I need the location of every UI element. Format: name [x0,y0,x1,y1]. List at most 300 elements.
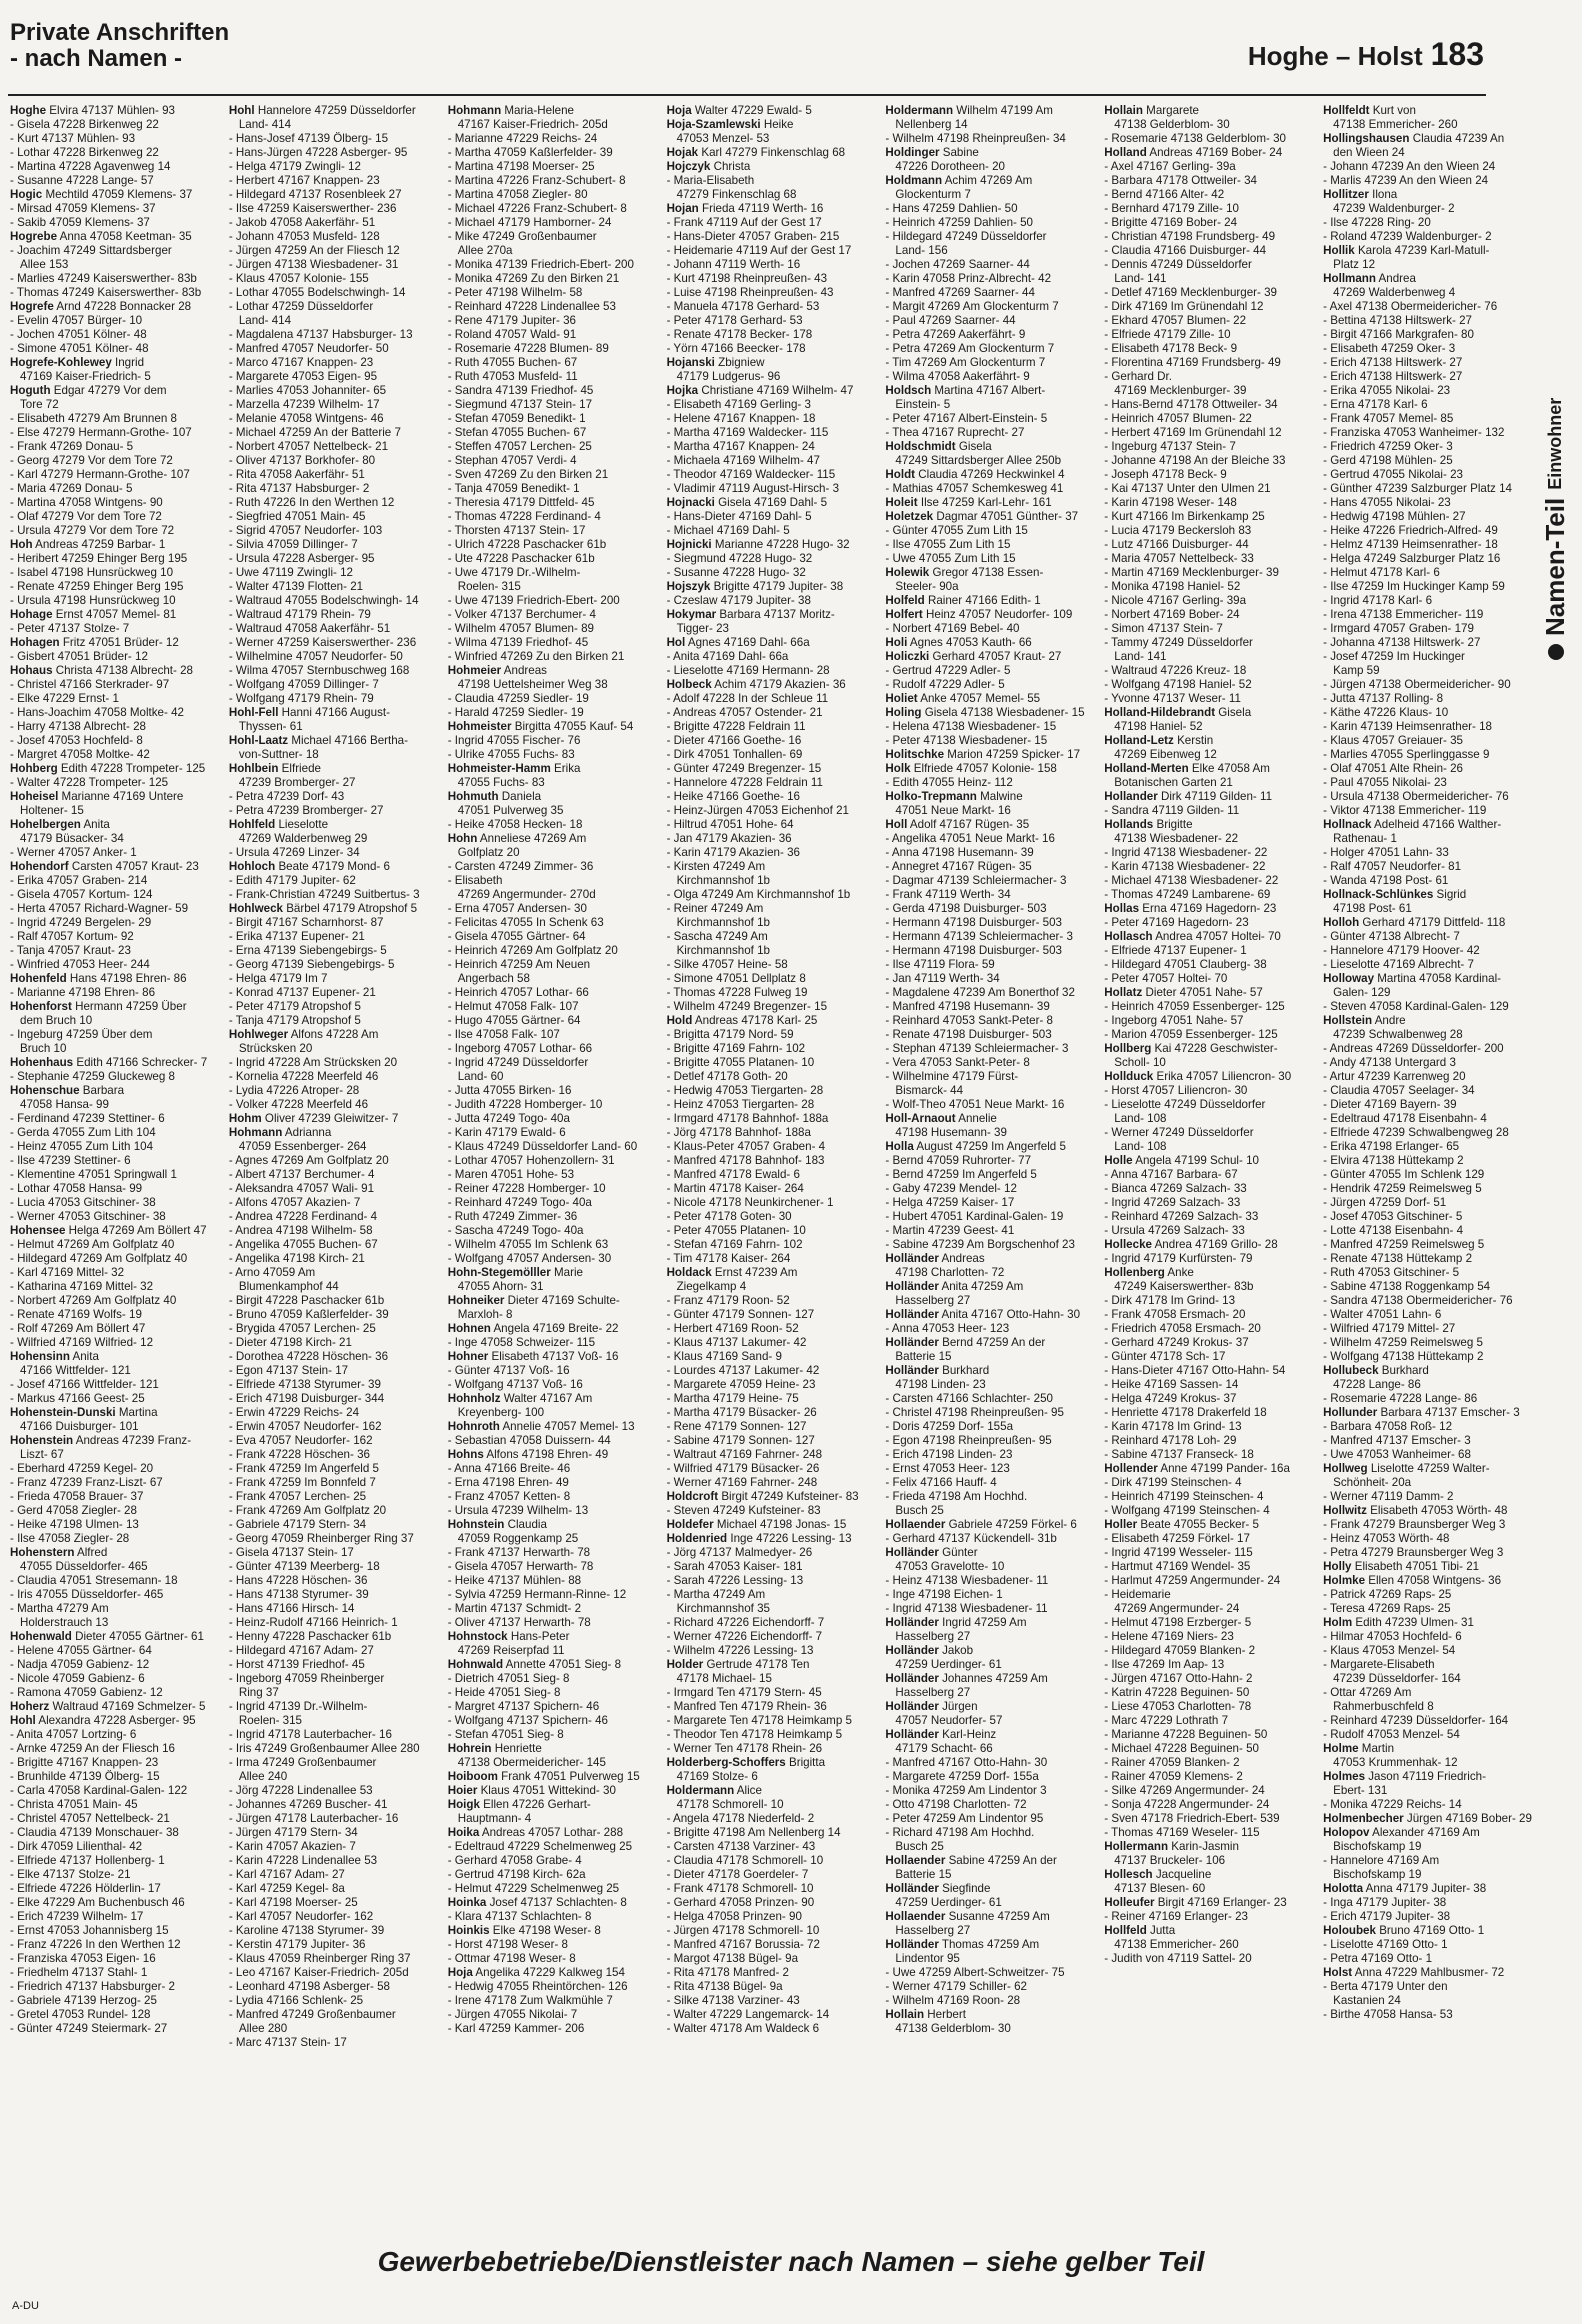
directory-entry [667,1336,876,1350]
directory-entry [10,1252,219,1266]
directory-entry [229,1196,438,1210]
entry-details: - Margarete 47059 Heine- 23 [666,1378,816,1391]
directory-entry [10,1434,219,1448]
entry-details: - Ruth 47055 Buchen- 67 [447,356,578,369]
entry-surname: Hojnicki [666,538,712,551]
directory-entry [10,1000,219,1014]
directory-entry [667,426,876,440]
entry-details: Kirchmannshof 1b [676,944,771,957]
entry-surname: Hollas [1104,902,1140,915]
entry-details: 47226 Dorotheen- 20 [895,160,1006,173]
directory-entry [667,1644,876,1658]
directory-entry [667,1532,876,1546]
directory-entry [667,1350,876,1364]
directory-entry [667,1672,876,1686]
entry-surname: Hohner [447,1350,489,1363]
entry-details: - Anna 47198 Husemann- 39 [885,846,1034,859]
directory-entry [885,272,1094,286]
entry-details: Barbara 47137 Emscher- 3 [1377,1406,1520,1419]
entry-details: - Peter 47169 Hagedorn- 23 [1104,916,1249,929]
directory-entry [885,1896,1094,1910]
directory-entry [667,1798,876,1812]
directory-entry [448,1644,657,1658]
directory-entry [1323,1238,1532,1252]
entry-details: - Marc 47229 Lothrath 7 [1104,1714,1229,1727]
directory-entry [448,384,657,398]
entry-details: - Peter 47167 Albert-Einstein- 5 [885,412,1048,425]
directory-entry [229,482,438,496]
entry-details: Fritz 47051 Brüder- 12 [59,636,179,649]
entry-details: - Frieda 47058 Brauer- 37 [10,1490,144,1503]
directory-entry [1323,328,1532,342]
directory-entry [885,342,1094,356]
directory-entry [10,1280,219,1294]
directory-entry [885,958,1094,972]
entry-details: - Helene 47055 Gärtner- 64 [10,1644,152,1657]
entry-surname: Hohneiker [447,1294,505,1307]
entry-details: - Elisabeth 47279 Am Brunnen 8 [10,412,177,425]
directory-entry [667,1098,876,1112]
entry-details: 47167 Kaiser-Friedrich- 205d [457,118,608,131]
entry-details: Anna 47229 Mahlbusmer- 72 [1352,1966,1505,1979]
entry-details: - Margarete 47053 Eigen- 95 [228,370,378,383]
directory-entry [1323,1532,1532,1546]
entry-details: - Gisela 47057 Herwarth- 78 [447,1560,594,1573]
entry-details: - Hubert 47051 Kardinal-Galen- 19 [885,1210,1064,1223]
entry-details: - Lothar 47055 Bodelschwingh- 14 [228,286,406,299]
entry-details: - Steffen 47057 Lerchen- 25 [447,440,592,453]
entry-details: Barbara 47137 Moritz- [716,608,835,621]
entry-surname: Holiet [885,692,918,705]
entry-details: Oliver 47239 Gleiwitzer- 7 [261,1112,399,1125]
entry-details: Angela 47199 Schul- 10 [1132,1154,1259,1167]
entry-details: - Erna 47178 Karl- 6 [1323,398,1428,411]
directory-entry [229,986,438,1000]
directory-entry [1104,874,1313,888]
directory-entry [885,1476,1094,1490]
entry-surname: Holländer [885,1728,939,1741]
directory-entry [885,972,1094,986]
directory-entry [229,1812,438,1826]
entry-details: - Mike 47249 Großenbaumer [447,230,597,243]
entry-details: - Günter 47249 Steiermark- 27 [10,2022,168,2035]
directory-entry [448,1042,657,1056]
entry-surname: Hollnack-Schlünkes [1323,888,1434,901]
directory-entry [10,482,219,496]
side-tab-subtitle: Einwohner [1545,397,1565,490]
directory-entry [1104,762,1313,776]
entry-details: - Eberhard 47259 Kegel- 20 [10,1462,154,1475]
entry-surname: Hollstein [1323,1014,1373,1027]
entry-details: - Frank 47137 Herwarth- 78 [447,1546,591,1559]
directory-entry [10,314,219,328]
directory-entry [10,1644,219,1658]
directory-entry [1104,1196,1313,1210]
entry-details: - Sven 47269 Zu den Birken 21 [447,468,609,481]
directory-entry [1323,636,1532,650]
directory-entry [229,468,438,482]
entry-details: - Franz 47057 Ketten- 8 [447,1490,571,1503]
directory-entry [885,1616,1094,1630]
directory-entry [667,930,876,944]
directory-entry [885,1826,1094,1840]
directory-entry [229,174,438,188]
directory-entry [10,1308,219,1322]
directory-entry [1104,594,1313,608]
directory-entry [1323,958,1532,972]
entry-details: - Nadja 47059 Gabienz- 12 [10,1658,150,1671]
directory-entry [667,776,876,790]
entry-details: - Heinrich 47199 Steinschen- 4 [1104,1490,1264,1503]
footer-code: A-DU [12,2300,39,2312]
entry-details: - Paul 47269 Saarner- 44 [885,314,1016,327]
directory-entry [10,1938,219,1952]
directory-entry [885,664,1094,678]
directory-entry [448,1742,657,1756]
entry-details: - Georg 47059 Rheinberger Ring 37 [228,1532,414,1545]
entry-details: - Günter 47139 Meerberg- 18 [228,1560,380,1573]
entry-details: - Helmut 47269 Am Golfplatz 40 [10,1238,175,1251]
entry-details: Beate 47055 Becker- 5 [1137,1518,1259,1531]
directory-entry [885,1406,1094,1420]
entry-surname: Hohnstock [447,1630,508,1643]
directory-entry [1104,356,1313,370]
directory-entry [229,384,438,398]
directory-entry [229,1266,438,1280]
directory-entry [1323,1616,1532,1630]
directory-entry [10,118,219,132]
directory-entry [448,1532,657,1546]
entry-details: Adelheid 47166 Walther- [1371,818,1502,831]
entry-details: - Carla 47058 Kardinal-Galen- 122 [10,1784,188,1797]
directory-entry [667,1448,876,1462]
entry-details: Bismarck- 44 [895,1084,964,1097]
entry-details: - Bruno 47059 Kaßlerfelder- 39 [228,1308,389,1321]
directory-entry [1323,986,1532,1000]
entry-surname: Holländer [885,1672,939,1685]
directory-entry [885,902,1094,916]
entry-details: - Petra 47239 Dorf- 43 [228,790,345,803]
entry-details: - Axel 47138 Obermeidericher- 76 [1323,300,1498,313]
entry-details: - Erika 47198 Erlanger- 65 [1323,1140,1460,1153]
directory-entry [1323,1140,1532,1154]
directory-entry [10,230,219,244]
entry-details: 47249 Kaiserswerther- 83b [1114,1280,1254,1293]
entry-details: - Klaus-Peter 47057 Graben- 4 [666,1140,826,1153]
directory-entry [885,594,1094,608]
directory-entry [448,1966,657,1980]
entry-details: - Maria 47269 Donau- 5 [10,482,133,495]
entry-details: - Wilhelm 47057 Blumen- 89 [447,622,594,635]
directory-entry [10,1896,219,1910]
entry-details: - Frank 47057 Memel- 85 [1323,412,1454,425]
entry-details: - Lutz 47166 Duisburger- 44 [1104,538,1249,551]
directory-entry [667,314,876,328]
entry-details: 47198 Haniel- 52 [1114,720,1203,733]
entry-details: Claudia 47269 Heckwinkel 4 [915,468,1065,481]
directory-entry [10,566,219,580]
entry-details: - Simone 47051 Kölner- 48 [10,342,149,355]
entry-details: Erna 47169 Hagedorn- 23 [1139,902,1277,915]
entry-details: den Wieen 24 [1333,146,1405,159]
entry-details: Andreas 47169 Bober- 24 [1146,146,1283,159]
entry-details: - Brunhilde 47139 Ölberg- 15 [10,1770,160,1783]
entry-surname: Holland-Hildebrandt [1104,706,1216,719]
entry-details: - Olaf 47279 Vor dem Tore 72 [10,510,162,523]
entry-details: 47137 Bruckeler- 106 [1114,1854,1226,1867]
entry-details: - Herbert 47167 Knappen- 23 [228,174,380,187]
directory-entry [667,1224,876,1238]
entry-details: - Iris 47249 Großenbaumer Allee 280 [228,1742,420,1755]
entry-surname: Hoiboom [447,1770,498,1783]
directory-entry [229,2008,438,2022]
entry-details: - Ilse 47058 Falk- 107 [447,1028,560,1041]
entry-details: Ellen 47226 Gerhart- [479,1798,591,1811]
entry-surname: Hohberg [10,762,58,775]
entry-details: Erika [550,762,581,775]
entry-details: Dagmar 47051 Günther- 37 [933,510,1079,523]
directory-entry [1104,1868,1313,1882]
entry-details: - Siegmund 47228 Hugo- 32 [666,552,813,565]
entry-details: - Judith 47228 Homberger- 10 [447,1098,603,1111]
entry-details: - Frank-Christian 47249 Suitbertus- 3 [228,888,420,901]
directory-entry [10,1042,219,1056]
directory-entry [1104,1588,1313,1602]
entry-surname: Holdt [885,468,916,481]
directory-entry [1104,832,1313,846]
directory-entry [229,1140,438,1154]
entry-details: 47053 Gravelotte- 10 [895,1560,1005,1573]
entry-details: Liselotte 47259 Walter- [1367,1462,1490,1475]
entry-details: - Monika 47229 Reichs- 14 [1323,1798,1462,1811]
entry-details: - Heike 47137 Mühlen- 88 [447,1574,582,1587]
entry-details: - Klara 47137 Schlachten- 8 [447,1910,592,1923]
entry-details: - Karoline 47138 Styrumer- 39 [228,1924,385,1937]
entry-details: Ingrid 47259 Am [938,1616,1027,1629]
directory-entry [885,1966,1094,1980]
entry-details: Adrianna [282,1126,332,1139]
directory-entry [1323,1994,1532,2008]
directory-entry [448,1630,657,1644]
entry-details: - Peter 47178 Gerhard- 53 [666,314,803,327]
entry-details: - Helena 47138 Wiesbadener- 15 [885,720,1057,733]
entry-details: - Renate 47138 Hüttekamp 2 [1323,1252,1473,1265]
directory-entry [667,454,876,468]
entry-details: - Peter 47179 Atropshof 5 [228,1000,361,1013]
entry-details: 47178 Schmorell- 10 [676,1798,784,1811]
entry-details: - Elisabeth 47169 Gerling- 3 [666,398,811,411]
entry-details: - Karin 47138 Wiesbadener- 22 [1104,860,1266,873]
entry-details: - Karin 47139 Heimsenrather- 18 [1323,720,1492,733]
entry-surname: Hojszyk [666,580,711,593]
entry-details: - Petra 47169 Otto- 1 [1323,1952,1433,1965]
directory-entry [229,1490,438,1504]
entry-details: - Wolfgang 47138 Hüttekamp 2 [1323,1350,1484,1363]
directory-entry [1104,1070,1313,1084]
entry-details: - Lydia 47166 Schlenk- 25 [228,1994,364,2007]
directory-entry [1104,1490,1313,1504]
entry-details: - Irma 47249 Großenbaumer [228,1756,377,1769]
directory-entry [1323,762,1532,776]
directory-entry [448,188,657,202]
directory-entry [448,342,657,356]
directory-entry [448,1896,657,1910]
entry-details: - Ingrid 47055 Fischer- 76 [447,734,581,747]
directory-entry [229,1028,438,1042]
directory-entry [229,216,438,230]
directory-entry [10,1882,219,1896]
directory-entry [448,1756,657,1770]
entry-details: Land- 141 [1114,650,1167,663]
directory-entry [1323,1322,1532,1336]
entry-details: Hans-Peter [507,1630,570,1643]
directory-entry [229,1938,438,1952]
entry-details: 47169 Mecklenburger- 39 [1114,384,1247,397]
entry-details: - Karin 47058 Prinz-Albrecht- 42 [885,272,1052,285]
entry-details: Alexandra 47228 Asberger- 95 [35,1714,196,1727]
directory-entry [229,1238,438,1252]
entry-details: - Angelika 47055 Buchen- 67 [228,1238,378,1251]
entry-details: - Andreas 47269 Düsseldorfer- 200 [1323,1042,1504,1055]
entry-surname: Holoubek [1323,1924,1376,1937]
entry-details: - Ilse 47055 Zum Lith 15 [885,538,1011,551]
entry-surname: Hohm [228,1112,262,1125]
entry-details: - Karl 47198 Moerser- 25 [228,1896,358,1909]
entry-details: Rahmerbuschfeld 8 [1333,1700,1434,1713]
entry-details: Gregor 47138 Essen- [929,566,1044,579]
directory-entry [1323,1126,1532,1140]
entry-details: - Jürgen 47138 Wiesbadener- 31 [228,258,399,271]
directory-entry [667,1574,876,1588]
directory-entry [448,1658,657,1672]
directory-entry [10,1854,219,1868]
directory-entry [10,1448,219,1462]
directory-entry [1323,412,1532,426]
entry-details: Bruno 47169 Otto- 1 [1375,1924,1485,1937]
entry-details: - Waltraud 47058 Aakerfähr- 51 [228,622,391,635]
entry-details: - Wilhelm 47055 Im Schlenk 63 [447,1238,609,1251]
entry-surname: Holländer [885,1616,939,1629]
entry-details: - Bernhard 47179 Zille- 10 [1104,202,1239,215]
entry-surname: Hollmann [1323,272,1376,285]
directory-entry [667,1784,876,1798]
entry-details: Jason 47119 Friedrich- [1365,1770,1486,1783]
entry-details: - Gertrud 47198 Kirch- 62a [447,1868,586,1881]
entry-details: - Reinhard 47228 Lindenallee 53 [447,300,616,313]
entry-details: - Monika 47259 Am Lindentor 3 [885,1784,1047,1797]
entry-details: - Martha 47179 Heine- 75 [666,1392,799,1405]
entry-details: 47249 Sittardsberger Allee 250b [895,454,1062,467]
entry-details: - Peter 47259 Am Lindentor 95 [885,1812,1044,1825]
directory-entry [10,174,219,188]
directory-entry [667,1266,876,1280]
entry-details: - Lieselotte 47249 Düsseldorfer [1104,1098,1266,1111]
directory-entry [1104,1252,1313,1266]
entry-details: - Martin 47137 Schmidt- 2 [447,1602,582,1615]
directory-entry [1323,132,1532,146]
directory-entry [448,1168,657,1182]
entry-details: - Stefan 47059 Benedikt- 1 [447,412,586,425]
directory-entry [1323,776,1532,790]
directory-entry [229,804,438,818]
directory-entry [229,1056,438,1070]
entry-details: Ebert- 131 [1333,1784,1388,1797]
entry-details: Land- 414 [238,118,292,131]
directory-entry [1323,1868,1532,1882]
directory-entry [448,1098,657,1112]
entry-details: - Heike 47166 Goethe- 16 [666,790,800,803]
directory-entry [1104,1112,1313,1126]
directory-entry [448,762,657,776]
entry-details: - Claudia 47166 Duisburger- 44 [1104,244,1267,257]
entry-details: Agnes 47169 Dahl- 66a [685,636,810,649]
entry-surname: Holländer [885,1700,939,1713]
entry-details: - Johanna 47138 Hiltswerk- 27 [1323,636,1481,649]
directory-entry [10,2008,219,2022]
directory-entry [1323,1630,1532,1644]
directory-entry [229,1308,438,1322]
entry-details: - Wilma 47058 Aakerfährt- 9 [885,370,1030,383]
directory-entry [885,1784,1094,1798]
directory-entry [10,1476,219,1490]
directory-entry [1104,636,1313,650]
directory-entry [448,398,657,412]
entry-details: - Edith 47055 Heinz- 112 [885,776,1013,789]
directory-entry [448,986,657,1000]
entry-surname: Holdcroft [666,1490,719,1503]
entry-details: - Viktor 47138 Emmericher- 119 [1323,804,1487,817]
entry-details: - Barbara 47058 Roß- 12 [1323,1420,1453,1433]
directory-entry [1323,1406,1532,1420]
directory-entry [1104,1462,1313,1476]
directory-entry [885,734,1094,748]
entry-details: - Heinz 47055 Zum Lith 104 [10,1140,154,1153]
directory-entry [667,1854,876,1868]
entry-details: - Manfred 47137 Emscher- 3 [1323,1434,1471,1447]
directory-entry [448,524,657,538]
entry-surname: Hohl [228,104,255,117]
directory-entry [229,1868,438,1882]
entry-details: Ilona [1368,188,1398,201]
directory-entry [667,1560,876,1574]
entry-details: - Hendrik 47259 Reimelsweg 5 [1323,1182,1482,1195]
directory-entry [448,1070,657,1084]
directory-entry [667,748,876,762]
entry-details: - Werner 47226 Eichendorff- 7 [666,1630,823,1643]
directory-entry [667,1840,876,1854]
entry-details: 47166 Wittfelder- 121 [20,1364,131,1377]
directory-entry [1323,188,1532,202]
directory-entry [229,1084,438,1098]
directory-entry [448,160,657,174]
entry-details: - Michael 47138 Wiesbadener- 22 [1104,874,1279,887]
entry-details: Elfriede 47057 Kolonie- 158 [910,762,1057,775]
entry-details: - Margot 47138 Bügel- 9a [666,1952,799,1965]
entry-details: - Frank 47057 Lerchen- 25 [228,1490,367,1503]
entry-details: Claudia [504,1518,547,1531]
directory-entry [229,1826,438,1840]
entry-details: - Ralf 47057 Neudorfer- 81 [1323,860,1462,873]
entry-details: - Manfred 47178 Ewald- 6 [666,1168,800,1181]
entry-details: - Günter 47055 Zum Lith 15 [885,524,1028,537]
directory-entry [885,132,1094,146]
entry-details: - Dieter 47178 Goerdeler- 7 [666,1868,809,1881]
entry-details: - Sarah 47053 Kaiser- 181 [666,1560,803,1573]
entry-surname: Holetzek [885,510,934,523]
entry-surname: Holdack [666,1266,712,1279]
entry-details: - Hans-Dieter 47057 Graben- 215 [666,230,840,243]
entry-details: - Jakob 47058 Aakerfähr- 51 [228,216,376,229]
